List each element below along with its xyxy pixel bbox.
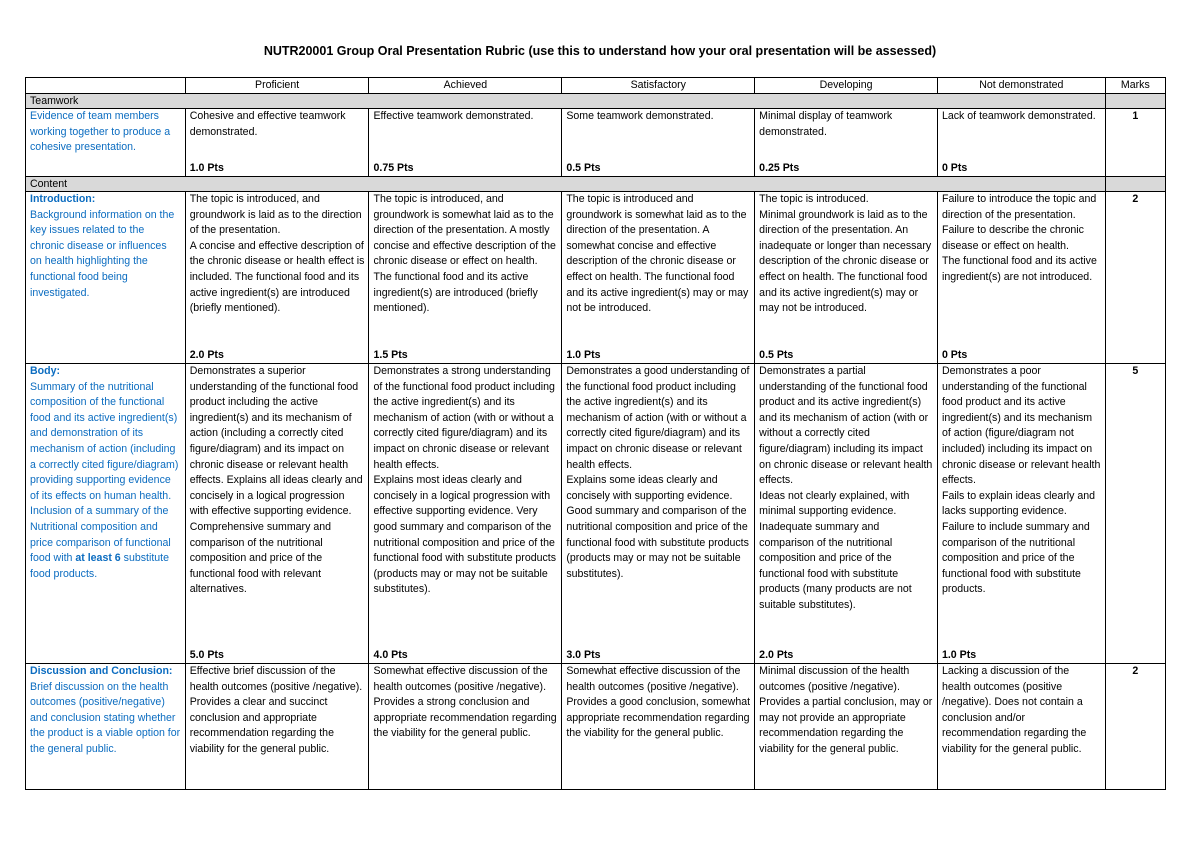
rating-description: Comprehensive summary and comparison of the nutritional composition and price of the functional food with relevant alternatives. bbox=[189, 520, 331, 596]
rating-cell bbox=[755, 364, 938, 664]
criterion-title: Introduction: bbox=[30, 193, 96, 205]
section-marks-empty bbox=[1105, 94, 1165, 109]
rating-description: Demonstrates a poor understanding of the functional food product and its active ingredient(s) and its mechanism of action (figure/diagram not included) including its impact on chronic disease or relevant health effects. bbox=[941, 365, 1101, 487]
rating-description: The functional food and its active ingredient(s) are introduced (briefly mentioned). bbox=[373, 270, 538, 315]
rating-points: 5.0 Pts bbox=[189, 649, 224, 661]
rating-points: 4.0 Pts bbox=[373, 649, 408, 661]
rating-description: Effective brief discussion of the health outcomes (positive /negative). Provides a clear and succinct conclusion and appropriate recommendation regarding the viability for the general public. bbox=[189, 665, 363, 755]
criterion-text: Summary of the nutritional composition of the functional food and its active ingredient(s) and demonstration of its mechanism of action (including a correctly cited figure/diagram) providing supporting evidence of its effects on human health. Inclusion of a summary of the Nutritional composition and price comparison of functional food with bbox=[30, 380, 179, 565]
rating-cell bbox=[937, 664, 1105, 790]
rating-points: 2.0 Pts bbox=[759, 649, 794, 661]
rating-cell bbox=[369, 109, 562, 177]
rating-description: Demonstrates a partial understanding of the functional food product and its active ingredient(s) and its mechanism of action (with or without a correctly cited figure/diagram) including its impact on chronic disease or relevant health effects. bbox=[759, 365, 933, 487]
criterion-title: Body: bbox=[30, 365, 61, 377]
criterion-cell bbox=[26, 664, 186, 790]
rating-points: 1.5 Pts bbox=[373, 349, 408, 361]
rating-description: Cohesive and effective teamwork demonstrated. bbox=[189, 110, 346, 138]
rating-description: The topic is introduced, and groundwork is laid as to the direction of the presentation. bbox=[189, 193, 362, 237]
rating-description: Explains some ideas clearly and concisely with supporting evidence. Good summary and comparison of the nutritional composition and price of the functional food with substitute products (products may or may not be suitable substitutes). bbox=[566, 474, 749, 580]
rating-description: Lacking a discussion of the health outcomes (positive /negative). Does not contain a conclusion and/or recommendation regarding the viability for the general public. bbox=[941, 665, 1087, 755]
criterion-title: Discussion and Conclusion: bbox=[30, 665, 173, 677]
marks-value: 5 bbox=[1132, 365, 1139, 377]
rating-description: The topic is introduced and groundwork is somewhat laid as to the direction of the presentation. A somewhat concise and effective description of the chronic disease or effect on health. The functional food and its active ingredient(s) may or may not be introduced. bbox=[566, 193, 749, 315]
rating-cell bbox=[562, 192, 755, 364]
rating-points: 0.25 Pts bbox=[759, 162, 800, 174]
rating-cell bbox=[369, 664, 562, 790]
rating-cell bbox=[755, 192, 938, 364]
header-proficient: Proficient bbox=[185, 78, 369, 94]
header-marks: Marks bbox=[1105, 78, 1165, 94]
rating-cell bbox=[937, 364, 1105, 664]
rating-cell bbox=[562, 664, 755, 790]
rating-cell bbox=[562, 364, 755, 664]
rating-description: Demonstrates a good understanding of the functional food product including the active ingredient(s) and its mechanism of action (with or without a correctly cited figure/diagram) and its impact on chronic disease or relevant health effects. bbox=[566, 365, 750, 471]
rating-cell bbox=[937, 109, 1105, 177]
rating-description: The topic is introduced, and groundwork is somewhat laid as to the direction of the presentation. A mostly concise and effective description of the chronic disease or effect on health. bbox=[373, 193, 556, 268]
rating-cell bbox=[755, 664, 938, 790]
rating-points: 0.75 Pts bbox=[373, 162, 414, 174]
rating-cell bbox=[185, 664, 369, 790]
header-criterion bbox=[26, 78, 186, 94]
rating-description: Effective teamwork demonstrated. bbox=[373, 110, 534, 122]
rating-description: Failure to include summary and comparison of the nutritional composition and price of the functional food with substitute products. bbox=[941, 520, 1090, 596]
rubric-table bbox=[25, 77, 1166, 790]
rating-description: Failure to describe the chronic disease or effect on health. bbox=[941, 224, 1084, 252]
marks-value: 2 bbox=[1132, 193, 1139, 205]
rating-description: Demonstrates a superior understanding of the functional food product including the active ingredient(s) and its mechanism of action (including a correctly cited figure/diagram) and its impact on chronic disease or relevant health effects. Explains all ideas clearly and concisely in a logical progression with effective supporting evidence. bbox=[189, 365, 363, 518]
rating-points: 1.0 Pts bbox=[941, 649, 977, 661]
rating-description: Some teamwork demonstrated. bbox=[566, 110, 714, 122]
marks-cell bbox=[1105, 364, 1165, 664]
header-not-demonstrated: Not demonstrated bbox=[937, 78, 1105, 94]
rating-cell bbox=[755, 109, 938, 177]
table-row-body bbox=[26, 364, 1166, 664]
criterion-text: Background information on the key issues related to the chronic disease or influences on health highlighting the functional food being investigated. bbox=[30, 208, 175, 299]
marks-value: 1 bbox=[1132, 110, 1139, 122]
rating-cell bbox=[185, 364, 369, 664]
section-row-content bbox=[26, 177, 1166, 192]
rating-points: 0.5 Pts bbox=[566, 162, 601, 174]
header-achieved: Achieved bbox=[369, 78, 562, 94]
marks-cell bbox=[1105, 664, 1165, 790]
page-title: NUTR20001 Group Oral Presentation Rubric (use this to understand how your oral presentation will be assessed) bbox=[263, 44, 937, 58]
criterion-cell bbox=[26, 109, 186, 177]
criterion-cell bbox=[26, 192, 186, 364]
rating-points: 0 Pts bbox=[941, 349, 968, 361]
section-row-teamwork bbox=[26, 94, 1166, 109]
marks-value: 2 bbox=[1132, 665, 1139, 677]
rating-description: Minimal groundwork is laid as to the direction of the presentation. An inadequate or longer than necessary description of the chronic disease or effect on health. The functional food and its active ingredient(s) may or may not be introduced. bbox=[759, 208, 932, 315]
rating-cell bbox=[185, 192, 369, 364]
rating-description: Lack of teamwork demonstrated. bbox=[941, 110, 1096, 122]
marks-cell bbox=[1105, 109, 1165, 177]
rating-points: 0.5 Pts bbox=[759, 349, 794, 361]
rating-description: Explains most ideas clearly and concisely in a logical progression with effective supporting evidence. Very good summary and comparison of the nutritional composition and price of the functional food with substitute products (products may or may not be suitable substitutes). bbox=[373, 474, 557, 596]
header-satisfactory: Satisfactory bbox=[562, 78, 755, 94]
rating-cell bbox=[185, 109, 369, 177]
criterion-text-end: substitute food products. bbox=[30, 552, 170, 580]
table-row-discussion bbox=[26, 664, 1166, 790]
table-row-introduction bbox=[26, 192, 1166, 364]
section-label: Teamwork bbox=[26, 94, 1106, 109]
rating-cell bbox=[369, 192, 562, 364]
criterion-text: Evidence of team members working together to produce a cohesive presentation. bbox=[30, 110, 171, 154]
rating-description: Minimal display of teamwork demonstrated. bbox=[759, 110, 893, 138]
rating-description: Somewhat effective discussion of the health outcomes (positive /negative). bbox=[373, 665, 548, 693]
rating-cell bbox=[369, 364, 562, 664]
rating-description: Provides a strong conclusion and appropriate recommendation regarding the viability for the general public. bbox=[373, 696, 557, 740]
rating-description: Ideas not clearly explained, with minimal supporting evidence. bbox=[759, 489, 910, 518]
rating-description: The topic is introduced. bbox=[759, 193, 869, 205]
criterion-emphasis: at least 6 bbox=[75, 552, 121, 565]
rating-description: A concise and effective description of the chronic disease or health effect is included. The functional food and its active ingredient(s) are introduced (briefly mentioned). bbox=[189, 239, 365, 315]
header-row bbox=[26, 78, 1166, 94]
section-marks-empty bbox=[1105, 177, 1165, 192]
rating-cell bbox=[562, 109, 755, 177]
marks-cell bbox=[1105, 192, 1165, 364]
section-label: Content bbox=[26, 177, 1106, 192]
rating-points: 1.0 Pts bbox=[566, 349, 601, 361]
rating-description: Minimal discussion of the health outcomes (positive /negative). Provides a partial conclusion, may or may not provide an appropriate recommendation regarding the viability for the general public. bbox=[759, 665, 933, 755]
rating-points: 2.0 Pts bbox=[189, 349, 224, 361]
table-row-teamwork bbox=[26, 109, 1166, 177]
rating-points: 3.0 Pts bbox=[566, 649, 601, 661]
rating-description: Demonstrates a strong understanding of the functional food product including the active ingredient(s) and its mechanism of action (with or without a correctly cited figure/diagram) and its impact on chronic disease or relevant health effects. bbox=[373, 365, 555, 471]
rating-description: The functional food and its active ingredient(s) are not introduced. bbox=[941, 255, 1097, 283]
rating-points: 1.0 Pts bbox=[189, 162, 224, 174]
rating-cell bbox=[937, 192, 1105, 364]
criterion-cell bbox=[26, 364, 186, 664]
header-developing: Developing bbox=[755, 78, 938, 94]
rating-description: Failure to introduce the topic and direction of the presentation. bbox=[941, 193, 1097, 221]
criterion-text: Brief discussion on the health outcomes (positive/negative) and conclusion stating whether the product is a viable option for the general public. bbox=[30, 680, 181, 755]
rating-description: Fails to explain ideas clearly and lacks supporting evidence. bbox=[941, 489, 1096, 518]
rating-description: Inadequate summary and comparison of the nutritional composition and price of the functional food with substitute products (many products are not suitable substitutes). bbox=[759, 520, 912, 611]
rating-points: 0 Pts bbox=[941, 162, 968, 174]
rating-description: Somewhat effective discussion of the health outcomes (positive /negative). Provides a good conclusion, somewhat appropriate recommendation regarding the viability for the general public. bbox=[566, 665, 751, 740]
